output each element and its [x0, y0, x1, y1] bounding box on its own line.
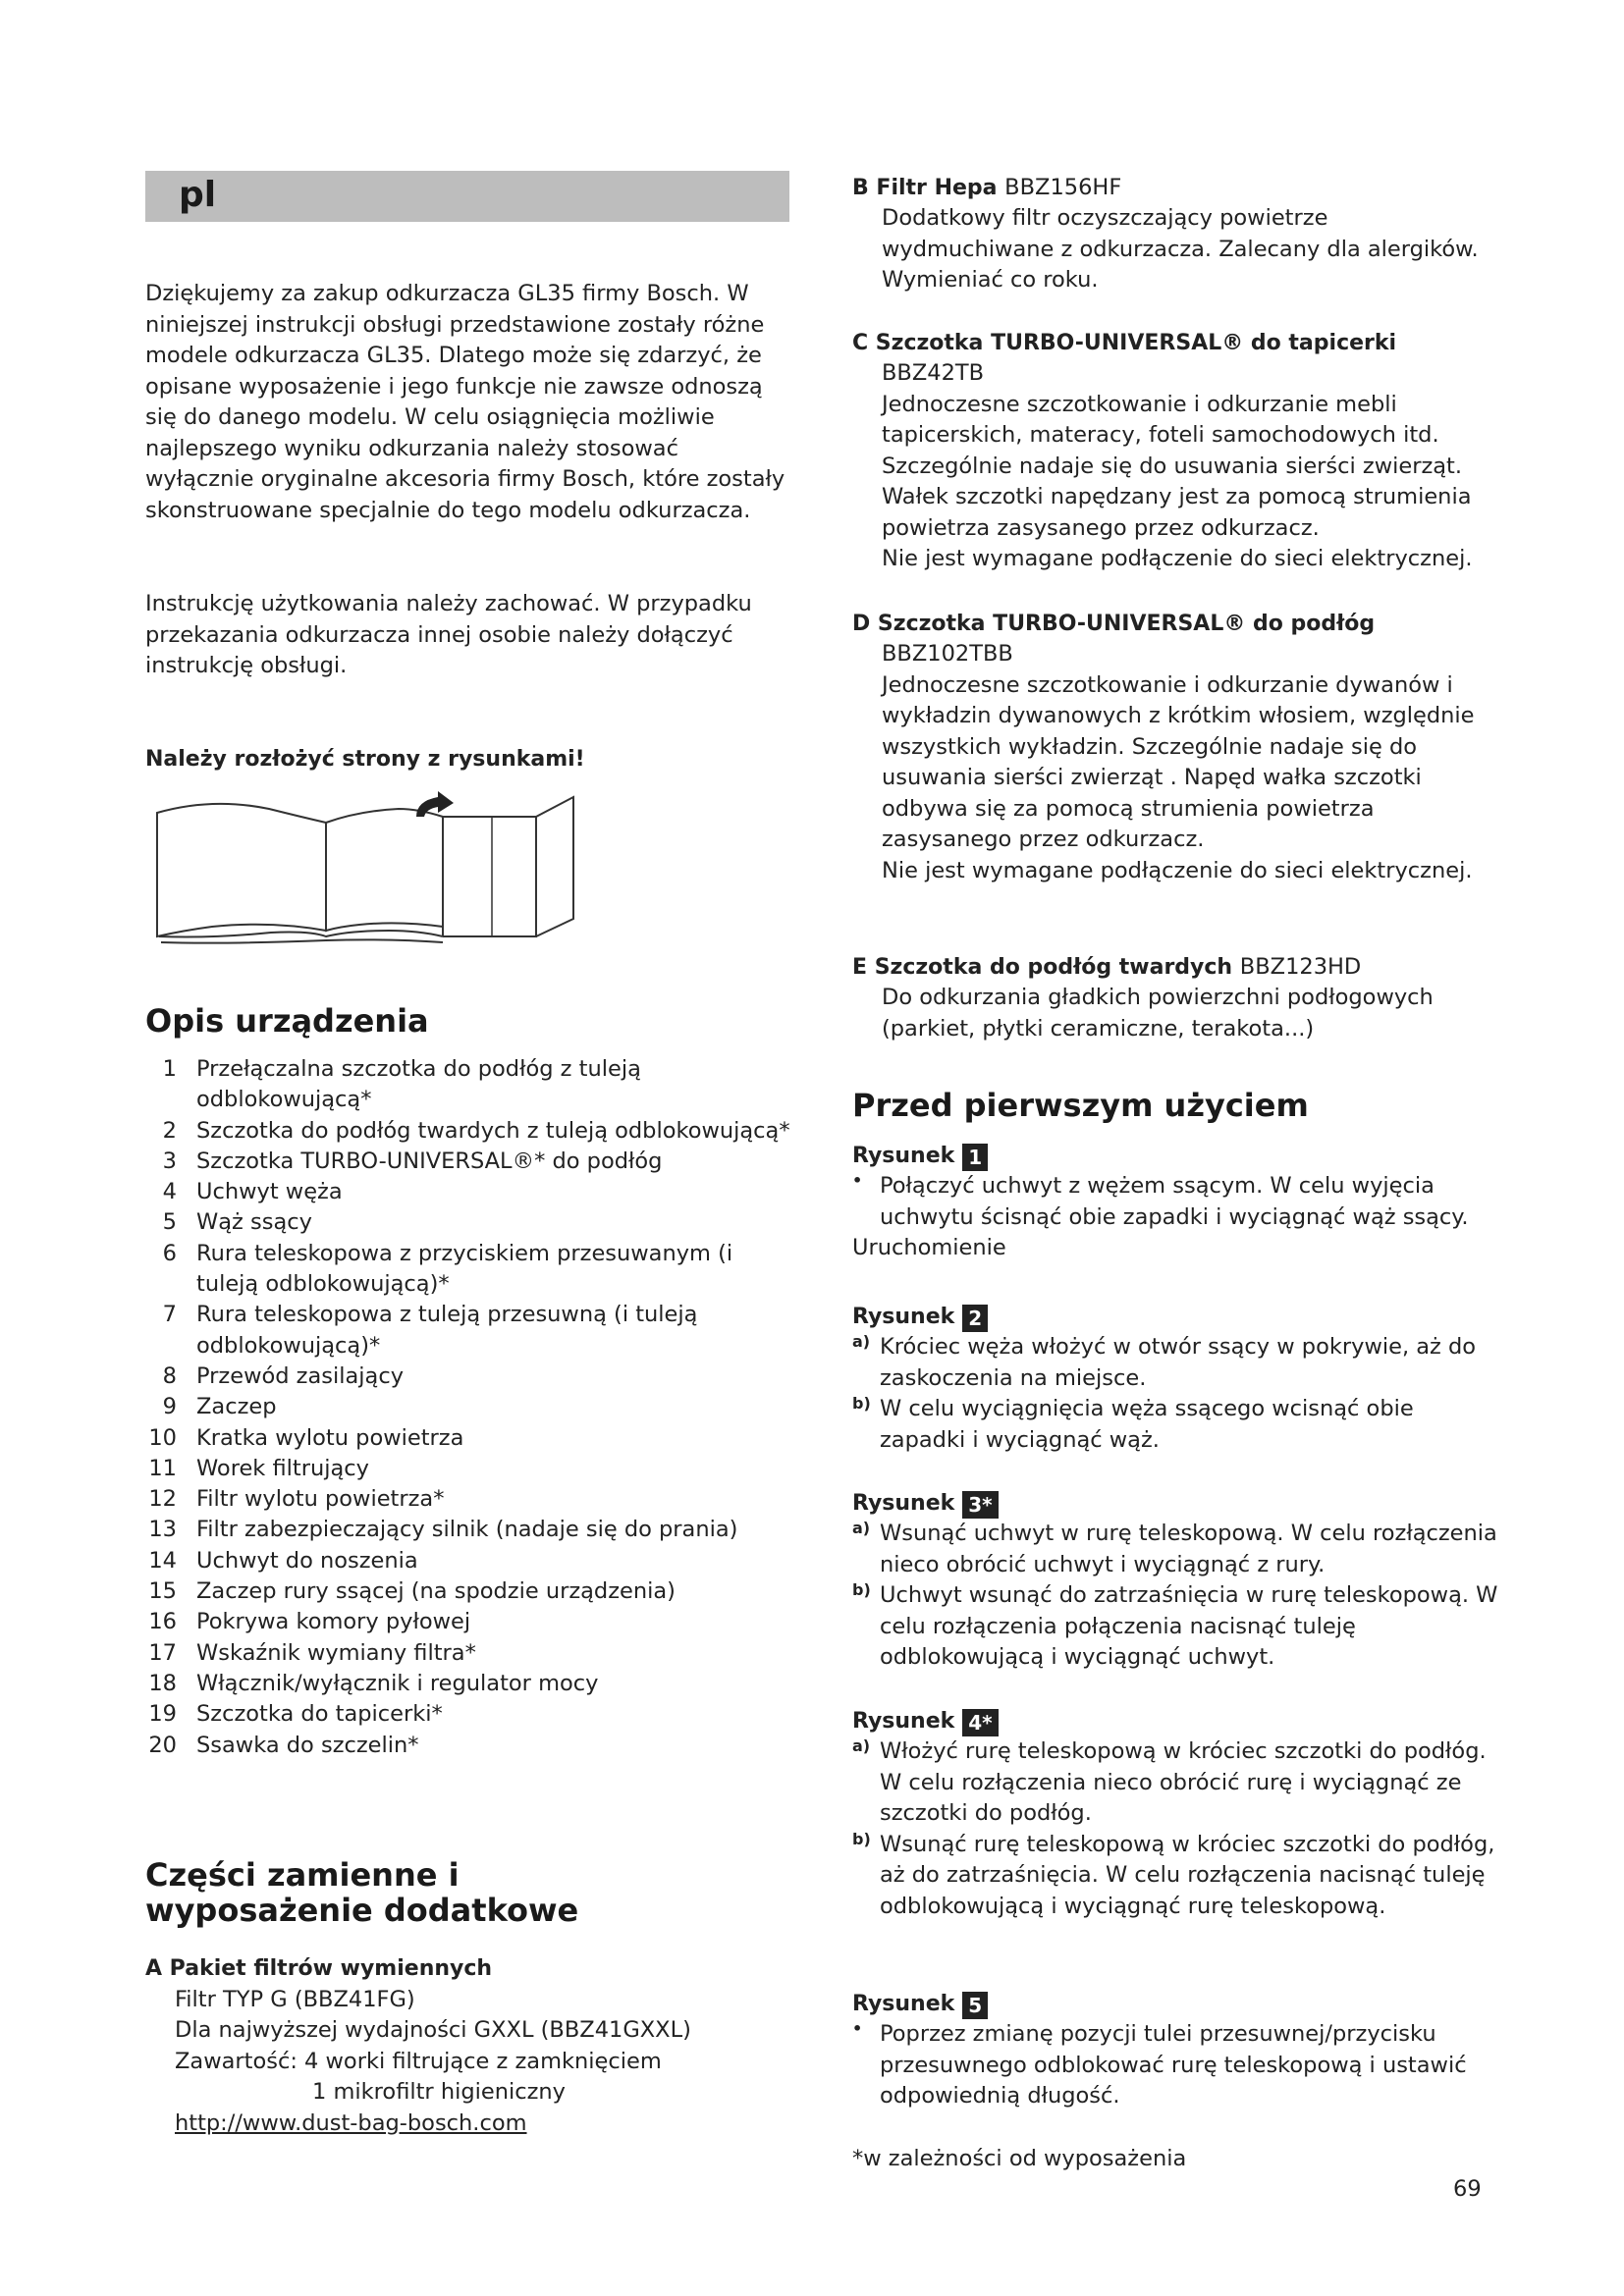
figure-number-badge: 5 [962, 1992, 988, 2019]
step-b-key: b) [852, 1829, 871, 1848]
list-item [145, 1484, 793, 1515]
list-item-text: Wąż ssący [196, 1209, 312, 1236]
list-item-text: Zaczep rury ssącej (na spodzie urządzenia) [196, 1578, 676, 1605]
accessory-c-code: BBZ42TB [882, 360, 985, 386]
figure-label: Rysunek [852, 1144, 955, 1168]
figure-5 [852, 1989, 1500, 2112]
list-item-text: Zaczep [196, 1394, 277, 1420]
figure-3-step-b: Uchwyt wsunąć do zatrzaśnięcia w rurę teleskopową. W celu rozłączenia połączenia nacisnąć tuleję odblokowującą i wyciągnąć uchwyt. [880, 1582, 1498, 1670]
list-item-text: Włącznik/wyłącznik i regulator mocy [196, 1670, 599, 1696]
accessory-e-title: E Szczotka do podłóg twardych [852, 955, 1233, 980]
language-header-bar [145, 171, 789, 222]
language-label: pl [179, 175, 217, 215]
list-item-number: 17 [148, 1639, 177, 1666]
list-item [145, 1607, 793, 1637]
list-item-number: 11 [148, 1455, 177, 1481]
figure-4 [852, 1706, 1500, 1922]
accessory-c-text-2: Nie jest wymagane podłączenie do sieci elektrycznej. [882, 546, 1473, 571]
list-item-number: 5 [162, 1209, 177, 1236]
list-item-number: 12 [148, 1486, 177, 1513]
step-a-key: a) [852, 1332, 871, 1351]
bullet: • [852, 2019, 863, 2038]
figure-5-text: Poprzez zmianę pozycji tulei przesuwnej/przycisku przesuwnego odblokować rurę teleskopową i ustawić odpowiednią długość. [880, 2021, 1467, 2109]
list-item [145, 1116, 793, 1147]
list-item-text: Filtr zabezpieczający silnik (nadaje się do prania) [196, 1517, 738, 1543]
accessory-c-title: C Szczotka TURBO-UNIVERSAL® do tapicerki [852, 331, 1397, 355]
list-item-number: 4 [162, 1179, 177, 1205]
footnote: *w zależności od wyposażenia [852, 2146, 1187, 2171]
list-item-number: 7 [162, 1302, 177, 1328]
list-item [145, 1454, 793, 1484]
turn-page-arrow-icon [416, 791, 454, 817]
dust-bag-link[interactable]: http://www.dust-bag-bosch.com [175, 2109, 527, 2136]
figure-label: Rysunek [852, 1305, 955, 1329]
section-title-spare-parts: Części zamienne i wyposażenie dodatkowe [145, 1856, 579, 1929]
figure-label: Rysunek [852, 1709, 955, 1734]
open-book-icon [153, 783, 585, 950]
list-item-text: Rura teleskopowa z przyciskiem przesuwanym (i tuleją odblokowującą)* [196, 1240, 733, 1298]
accessory-e-text: Do odkurzania gładkich powierzchni podłogowych (parkiet, płytki ceramiczne, terakota...) [882, 985, 1434, 1041]
figure-number-badge: 2 [962, 1305, 988, 1332]
list-item [145, 1207, 793, 1238]
list-item-number: 10 [148, 1424, 177, 1451]
accessory-b [852, 173, 1500, 296]
figure-number-badge: 4* [962, 1709, 998, 1736]
figure-3 [852, 1488, 1500, 1674]
figure-1 [852, 1141, 1500, 1264]
list-item-text: Szczotka do podłóg twardych z tuleją odblokowującą* [196, 1117, 790, 1144]
page-number: 69 [1453, 2176, 1482, 2202]
list-item-text: Worek filtrujący [196, 1455, 369, 1481]
accessory-e-code: BBZ123HD [1239, 954, 1362, 980]
list-item [145, 1239, 793, 1301]
figure-label: Rysunek [852, 1491, 955, 1516]
list-item-text: Rura teleskopowa z tuleją przesuwną (i tuleją odblokowującą)* [196, 1302, 698, 1359]
section-title-before-first-use: Przed pierwszym użyciem [852, 1087, 1309, 1124]
list-item [145, 1392, 793, 1422]
list-item-number: 14 [148, 1547, 177, 1574]
list-item-text: Przewód zasilający [196, 1362, 405, 1389]
intro-paragraph-1: Dziękujemy za zakup odkurzacza GL35 firmy Bosch. W niniejszej instrukcji obsługi przedstawione zostały różne modele odkurzacza GL35. Dlatego może się zdarzyć, że opisane wyposażenie i jego funkcje nie zawsze odnoszą się do danego modelu. W celu osiągnięcia możliwie najlepszego wyniku odkurzania należy stosować wyłącznie oryginalne akcesoria firmy Bosch, które zostały skonstruowane specjalnie do tego modelu odkurzacza. [145, 281, 785, 523]
list-item-number: 6 [162, 1240, 177, 1266]
list-item [145, 1423, 793, 1454]
list-item-number: 9 [162, 1394, 177, 1420]
step-b-key: b) [852, 1394, 871, 1413]
figure-1-subheading: Uruchomienie [852, 1235, 1006, 1260]
list-item-text: Szczotka do tapicerki* [196, 1701, 443, 1728]
list-item [145, 1546, 793, 1576]
list-item [145, 1638, 793, 1669]
list-item-number: 3 [162, 1148, 177, 1174]
list-item-number: 1 [162, 1056, 177, 1082]
accessory-b-title: B Filtr Hepa [852, 176, 998, 200]
list-item-number: 2 [162, 1117, 177, 1144]
list-item [145, 1362, 793, 1392]
list-item-number: 18 [148, 1670, 177, 1696]
figure-number-badge: 1 [962, 1144, 988, 1171]
bullet: • [852, 1171, 863, 1190]
accessory-b-text: Dodatkowy filtr oczyszczający powietrze wydmuchiwane z odkurzacza. Zalecany dla alergików. Wymieniać co roku. [882, 205, 1479, 293]
accessory-d-code: BBZ102TBB [882, 641, 1013, 667]
list-item-text: Ssawka do szczelin* [196, 1732, 419, 1758]
list-item-number: 16 [148, 1609, 177, 1635]
figure-label: Rysunek [852, 1992, 955, 2016]
list-item [145, 1147, 793, 1177]
figure-4-step-b: Wsunąć rurę teleskopową w króciec szczotki do podłóg, aż do zatrzaśnięcia. W celu rozłączenia nacisnąć tuleję odblokowującą i wyciągnąć rurę teleskopową. [880, 1831, 1495, 1919]
figure-4-step-a: Włożyć rurę teleskopową w króciec szczotki do podłóg. W celu rozłączenia nieco obrócić rurę i wyciągnąć ze szczotki do podłóg. [880, 1738, 1487, 1826]
list-item [145, 1731, 793, 1761]
accessory-d-text-2: Nie jest wymagane podłączenie do sieci elektrycznej. [882, 857, 1473, 883]
accessory-a-title: A Pakiet filtrów wymiennych [145, 1956, 493, 1981]
accessory-a [145, 1953, 691, 2139]
accessory-c [852, 328, 1500, 575]
list-item [145, 1177, 793, 1207]
figure-2-step-b: W celu wyciągnięcia węża ssącego wcisnąć obie zapadki i wyciągnąć wąż. [880, 1396, 1414, 1453]
list-item-text: Szczotka TURBO-UNIVERSAL®* do podłóg [196, 1148, 663, 1174]
accessory-e [852, 952, 1500, 1044]
step-b-key: b) [852, 1580, 871, 1599]
section-title-description: Opis urządzenia [145, 1002, 429, 1040]
fold-out-note: Należy rozłożyć strony z rysunkami! [145, 747, 585, 772]
list-item-text: Przełączalna szczotka do podłóg z tuleją odblokowującą* [196, 1056, 641, 1113]
accessory-c-text: Jednoczesne szczotkowanie i odkurzanie mebli tapicerskich, materacy, foteli samochodowych itd. Szczególnie nadaje się do usuwania sierści zwierząt. Wałek szczotki napędzany jest za pomocą strumienia powietrza zasysanego przez odkurzacz. [882, 391, 1472, 541]
list-item-number: 15 [148, 1578, 177, 1605]
accessory-a-line-3: Zawartość: 4 worki filtrujące z zamknięciem [175, 2048, 662, 2074]
list-item [145, 1300, 793, 1362]
accessory-a-line-4: 1 mikrofiltr higieniczny [312, 2079, 566, 2105]
figure-2-step-a: Króciec węża włożyć w otwór ssący w pokrywie, aż do zaskoczenia na miejsce. [880, 1334, 1477, 1391]
list-item-number: 20 [148, 1732, 177, 1758]
list-item-number: 13 [148, 1517, 177, 1543]
figure-number-badge: 3* [962, 1491, 998, 1519]
step-a-key: a) [852, 1736, 871, 1755]
list-item [145, 1699, 793, 1730]
list-item-text: Uchwyt do noszenia [196, 1547, 418, 1574]
step-a-key: a) [852, 1519, 871, 1537]
figure-3-step-a: Wsunąć uchwyt w rurę teleskopową. W celu rozłączenia nieco obrócić uchwyt i wyciągnąć z rury. [880, 1521, 1497, 1577]
list-item [145, 1054, 793, 1116]
list-item-text: Kratka wylotu powietrza [196, 1424, 464, 1451]
accessory-a-line-2: Dla najwyższej wydajności GXXL (BBZ41GXXL) [175, 2017, 691, 2043]
list-item [145, 1515, 793, 1545]
list-item-text: Wskaźnik wymiany filtra* [196, 1639, 476, 1666]
list-item-text: Uchwyt węża [196, 1179, 343, 1205]
list-item-number: 19 [148, 1701, 177, 1728]
list-item-text: Filtr wylotu powietrza* [196, 1486, 445, 1513]
intro-paragraph-2: Instrukcję użytkowania należy zachować. W przypadku przekazania odkurzacza innej osobie należy dołączyć instrukcję obsługi. [145, 591, 752, 678]
figure-2 [852, 1302, 1500, 1456]
accessory-b-code: BBZ156HF [1004, 175, 1122, 200]
figure-1-text: Połączyć uchwyt z wężem ssącym. W celu wyjęcia uchwytu ścisnąć obie zapadki i wyciągnąć wąż ssący. [880, 1173, 1469, 1230]
list-item [145, 1669, 793, 1699]
accessory-d-title: D Szczotka TURBO-UNIVERSAL® do podłóg [852, 612, 1376, 636]
accessory-a-line-1: Filtr TYP G (BBZ41FG) [175, 1986, 415, 2012]
list-item [145, 1576, 793, 1607]
list-item-number: 8 [162, 1362, 177, 1389]
list-item-text: Pokrywa komory pyłowej [196, 1609, 471, 1635]
accessory-d-text: Jednoczesne szczotkowanie i odkurzanie dywanów i wykładzin dywanowych z krótkim włosiem, względnie wszystkich wykładzin. Szczególnie nadaje się do usuwania sierści zwierząt . Napęd wałka szczotki odbywa się za pomocą strumienia powietrza zasysanego przez odkurzacz. [882, 671, 1475, 852]
parts-list [145, 1054, 793, 1761]
accessory-d [852, 609, 1500, 886]
